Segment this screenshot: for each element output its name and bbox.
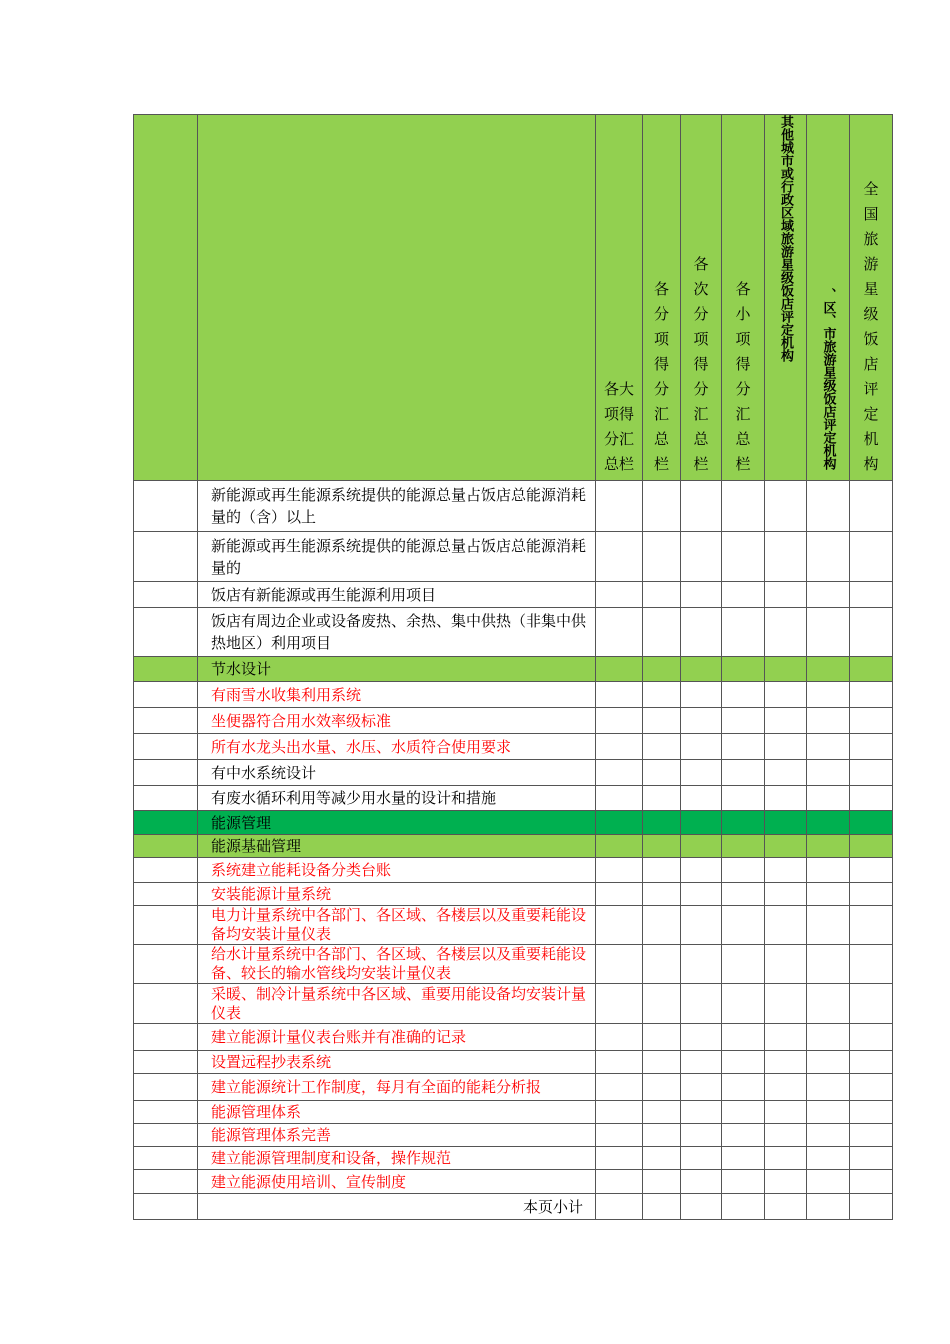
score-cell <box>643 760 681 786</box>
row-item-text: 有雨雪水收集利用系统 <box>198 682 596 708</box>
table-row <box>134 481 893 532</box>
score-cell <box>596 1194 643 1220</box>
score-cell <box>643 1124 681 1147</box>
score-cell <box>596 582 643 608</box>
score-cell <box>643 1194 681 1220</box>
score-cell <box>681 582 722 608</box>
score-cell <box>850 1147 893 1170</box>
row-index-cell <box>134 883 198 906</box>
score-cell <box>681 1194 722 1220</box>
score-cell <box>643 582 681 608</box>
table-row <box>134 1124 893 1147</box>
score-cell <box>850 532 893 582</box>
score-cell <box>807 1124 850 1147</box>
row-item-text: 建立能源管理制度和设备，操作规范 <box>198 1147 596 1170</box>
table-row <box>134 1051 893 1074</box>
score-cell <box>765 1051 807 1074</box>
row-index-cell <box>134 811 198 835</box>
score-cell <box>643 657 681 682</box>
score-cell <box>643 1170 681 1194</box>
row-index-cell <box>134 481 198 532</box>
score-cell <box>722 1124 765 1147</box>
score-cell <box>681 984 722 1024</box>
score-cell <box>643 811 681 835</box>
table-row <box>134 1074 893 1101</box>
table-row <box>134 532 893 582</box>
score-cell <box>643 906 681 945</box>
table-row <box>134 786 893 811</box>
table-row <box>134 945 893 984</box>
score-cell <box>596 786 643 811</box>
score-cell <box>765 608 807 657</box>
row-index-cell <box>134 608 198 657</box>
row-item-text: 电力计量系统中各部门、各区域、各楼层以及重要耗能设备均安装计量仪表 <box>198 906 596 945</box>
row-item-text: 给水计量系统中各部门、各区域、各楼层以及重要耗能设备、较长的输水管线均安装计量仪表 <box>198 945 596 984</box>
score-cell <box>722 582 765 608</box>
score-cell <box>681 1101 722 1124</box>
header-blank-index <box>134 115 198 481</box>
score-cell <box>807 835 850 858</box>
score-cell <box>765 582 807 608</box>
score-cell <box>722 1074 765 1101</box>
score-cell <box>765 708 807 734</box>
score-cell <box>596 1170 643 1194</box>
score-cell <box>596 682 643 708</box>
score-cell <box>850 1194 893 1220</box>
score-cell <box>850 481 893 532</box>
score-cell <box>807 481 850 532</box>
score-cell <box>807 657 850 682</box>
table-row <box>134 708 893 734</box>
score-cell <box>722 532 765 582</box>
row-index-cell <box>134 1101 198 1124</box>
score-cell <box>643 1147 681 1170</box>
table-row <box>134 582 893 608</box>
score-cell <box>681 858 722 883</box>
score-cell <box>596 835 643 858</box>
header-row <box>134 115 893 481</box>
scoring-table <box>133 114 893 1220</box>
score-cell <box>850 906 893 945</box>
score-cell <box>850 1051 893 1074</box>
score-cell <box>765 835 807 858</box>
table-row <box>134 906 893 945</box>
score-cell <box>681 1024 722 1051</box>
score-cell <box>722 481 765 532</box>
score-cell <box>596 883 643 906</box>
score-cell <box>807 945 850 984</box>
row-item-text: 建立能源统计工作制度，每月有全面的能耗分析报 <box>198 1074 596 1101</box>
row-index-cell <box>134 734 198 760</box>
score-cell <box>807 811 850 835</box>
header-minor-sub-score: 各次分项得分汇总栏 <box>681 115 722 481</box>
score-cell <box>807 708 850 734</box>
score-cell <box>765 657 807 682</box>
row-item-text: 建立能源使用培训、宣传制度 <box>198 1170 596 1194</box>
score-cell <box>722 1051 765 1074</box>
score-cell <box>722 1101 765 1124</box>
subtotal-label: 本页小计 <box>198 1194 596 1220</box>
score-cell <box>681 1170 722 1194</box>
score-cell <box>722 1147 765 1170</box>
score-cell <box>807 608 850 657</box>
score-cell <box>596 608 643 657</box>
score-cell <box>681 708 722 734</box>
score-cell <box>681 906 722 945</box>
score-cell <box>765 786 807 811</box>
header-small-score: 各小项得分汇总栏 <box>722 115 765 481</box>
row-index-cell <box>134 657 198 682</box>
score-cell <box>850 582 893 608</box>
row-item-text: 能源管理 <box>198 811 596 835</box>
score-cell <box>643 1051 681 1074</box>
score-cell <box>850 945 893 984</box>
row-item-text: 有中水系统设计 <box>198 760 596 786</box>
row-item-text: 饭店有新能源或再生能源利用项目 <box>198 582 596 608</box>
score-cell <box>765 1124 807 1147</box>
header-other-city-agency: 其他城市或行政区域旅游星级饭店评定机构 <box>765 115 807 481</box>
score-cell <box>765 984 807 1024</box>
score-cell <box>765 858 807 883</box>
score-cell <box>596 1074 643 1101</box>
score-cell <box>596 1147 643 1170</box>
score-cell <box>722 657 765 682</box>
score-cell <box>765 1170 807 1194</box>
score-cell <box>722 734 765 760</box>
score-cell <box>596 811 643 835</box>
header-national-agency: 全国旅游星级饭店评定机构 <box>850 115 893 481</box>
score-cell <box>643 708 681 734</box>
table-row <box>134 682 893 708</box>
row-index-cell <box>134 1051 198 1074</box>
score-cell <box>765 1074 807 1101</box>
score-cell <box>596 1101 643 1124</box>
score-cell <box>765 811 807 835</box>
row-index-cell <box>134 786 198 811</box>
score-cell <box>765 682 807 708</box>
score-cell <box>596 906 643 945</box>
score-cell <box>850 1101 893 1124</box>
score-cell <box>850 1170 893 1194</box>
score-cell <box>722 760 765 786</box>
row-index-cell <box>134 984 198 1024</box>
header-district-agency: 、区、市旅游星级饭店评定机构 <box>807 115 850 481</box>
row-item-text: 节水设计 <box>198 657 596 682</box>
row-item-text: 坐便器符合用水效率级标准 <box>198 708 596 734</box>
header-sub-score: 各分项得分汇总栏 <box>643 115 681 481</box>
score-cell <box>643 1024 681 1051</box>
score-cell <box>681 734 722 760</box>
table-row <box>134 760 893 786</box>
score-cell <box>765 1194 807 1220</box>
row-index-cell <box>134 1170 198 1194</box>
score-cell <box>722 1170 765 1194</box>
score-cell <box>722 811 765 835</box>
score-cell <box>681 835 722 858</box>
score-cell <box>643 608 681 657</box>
score-cell <box>850 1024 893 1051</box>
table-row <box>134 657 893 682</box>
score-cell <box>596 760 643 786</box>
score-cell <box>850 734 893 760</box>
row-index-cell <box>134 906 198 945</box>
score-cell <box>596 481 643 532</box>
row-item-text: 系统建立能耗设备分类台账 <box>198 858 596 883</box>
score-cell <box>807 1101 850 1124</box>
score-cell <box>722 708 765 734</box>
score-cell <box>807 1194 850 1220</box>
score-cell <box>765 760 807 786</box>
score-cell <box>722 883 765 906</box>
score-cell <box>807 682 850 708</box>
table-row <box>134 1101 893 1124</box>
score-cell <box>596 532 643 582</box>
score-cell <box>807 582 850 608</box>
score-cell <box>722 608 765 657</box>
score-cell <box>850 786 893 811</box>
row-index-cell <box>134 582 198 608</box>
score-cell <box>596 984 643 1024</box>
score-cell <box>722 858 765 883</box>
table-row <box>134 734 893 760</box>
score-cell <box>681 481 722 532</box>
score-cell <box>850 682 893 708</box>
score-cell <box>643 1074 681 1101</box>
table-row <box>134 811 893 835</box>
score-cell <box>722 1194 765 1220</box>
table-row <box>134 1147 893 1170</box>
row-item-text: 安装能源计量系统 <box>198 883 596 906</box>
score-cell <box>643 945 681 984</box>
row-item-text: 饭店有周边企业或设备废热、余热、集中供热（非集中供热地区）利用项目 <box>198 608 596 657</box>
score-cell <box>807 1024 850 1051</box>
score-cell <box>807 984 850 1024</box>
subtotal-row <box>134 1194 893 1220</box>
score-cell <box>681 1147 722 1170</box>
score-cell <box>850 657 893 682</box>
row-index-cell <box>134 1024 198 1051</box>
score-cell <box>807 858 850 883</box>
score-cell <box>807 883 850 906</box>
score-cell <box>643 682 681 708</box>
score-cell <box>722 1024 765 1051</box>
score-cell <box>722 835 765 858</box>
score-cell <box>850 1074 893 1101</box>
score-cell <box>722 945 765 984</box>
score-cell <box>850 708 893 734</box>
score-cell <box>681 1051 722 1074</box>
score-cell <box>681 532 722 582</box>
score-cell <box>596 858 643 883</box>
score-cell <box>681 811 722 835</box>
score-cell <box>850 883 893 906</box>
score-cell <box>596 945 643 984</box>
score-cell <box>807 1074 850 1101</box>
score-cell <box>765 1101 807 1124</box>
score-cell <box>596 1024 643 1051</box>
score-cell <box>643 858 681 883</box>
row-index-cell <box>134 1074 198 1101</box>
score-cell <box>765 1024 807 1051</box>
row-item-text: 能源基础管理 <box>198 835 596 858</box>
row-index-cell <box>134 945 198 984</box>
table-row <box>134 1170 893 1194</box>
score-cell <box>765 906 807 945</box>
score-cell <box>765 1147 807 1170</box>
score-cell <box>807 1051 850 1074</box>
row-item-text: 建立能源计量仪表台账并有准确的记录 <box>198 1024 596 1051</box>
score-cell <box>850 1124 893 1147</box>
score-cell <box>850 984 893 1024</box>
score-cell <box>765 481 807 532</box>
header-major-score: 各大项得分汇总栏 <box>596 115 643 481</box>
table-row <box>134 835 893 858</box>
score-cell <box>807 532 850 582</box>
score-cell <box>850 811 893 835</box>
row-item-text: 设置远程抄表系统 <box>198 1051 596 1074</box>
score-cell <box>643 734 681 760</box>
row-index-cell <box>134 708 198 734</box>
row-item-text: 所有水龙头出水量、水压、水质符合使用要求 <box>198 734 596 760</box>
row-index-cell <box>134 1124 198 1147</box>
row-item-text: 采暖、制冷计量系统中各区域、重要用能设备均安装计量仪表 <box>198 984 596 1024</box>
score-cell <box>643 481 681 532</box>
score-cell <box>850 760 893 786</box>
score-cell <box>643 786 681 811</box>
score-cell <box>681 1124 722 1147</box>
score-cell <box>807 760 850 786</box>
row-index-cell <box>134 1147 198 1170</box>
score-cell <box>807 1147 850 1170</box>
score-cell <box>681 760 722 786</box>
score-cell <box>807 734 850 760</box>
score-cell <box>765 734 807 760</box>
row-index-cell <box>134 760 198 786</box>
score-cell <box>681 945 722 984</box>
row-item-text: 能源管理体系完善 <box>198 1124 596 1147</box>
table-row <box>134 858 893 883</box>
score-cell <box>722 786 765 811</box>
score-cell <box>596 1051 643 1074</box>
row-index-cell <box>134 858 198 883</box>
header-blank-item <box>198 115 596 481</box>
score-cell <box>681 657 722 682</box>
score-cell <box>807 906 850 945</box>
row-index-cell <box>134 682 198 708</box>
score-cell <box>850 608 893 657</box>
table-row <box>134 984 893 1024</box>
score-cell <box>722 984 765 1024</box>
row-index-cell <box>134 835 198 858</box>
score-cell <box>643 883 681 906</box>
row-item-text: 新能源或再生能源系统提供的能源总量占饭店总能源消耗量的 <box>198 532 596 582</box>
row-item-text: 新能源或再生能源系统提供的能源总量占饭店总能源消耗量的（含）以上 <box>198 481 596 532</box>
score-cell <box>765 945 807 984</box>
score-cell <box>643 1101 681 1124</box>
score-cell <box>681 1074 722 1101</box>
score-cell <box>765 883 807 906</box>
row-item-text: 能源管理体系 <box>198 1101 596 1124</box>
score-cell <box>765 532 807 582</box>
score-cell <box>850 858 893 883</box>
score-cell <box>681 883 722 906</box>
row-item-text: 有废水循环利用等减少用水量的设计和措施 <box>198 786 596 811</box>
score-cell <box>596 734 643 760</box>
score-cell <box>596 708 643 734</box>
score-cell <box>722 906 765 945</box>
score-cell <box>596 1124 643 1147</box>
score-cell <box>643 532 681 582</box>
table-row <box>134 883 893 906</box>
score-cell <box>807 786 850 811</box>
score-cell <box>643 984 681 1024</box>
score-cell <box>722 682 765 708</box>
row-index-cell <box>134 532 198 582</box>
row-index-cell <box>134 1194 198 1220</box>
score-cell <box>850 835 893 858</box>
table-row <box>134 1024 893 1051</box>
score-cell <box>681 786 722 811</box>
score-cell <box>807 1170 850 1194</box>
score-cell <box>643 835 681 858</box>
score-cell <box>596 657 643 682</box>
score-cell <box>681 608 722 657</box>
table-row <box>134 608 893 657</box>
score-cell <box>681 682 722 708</box>
